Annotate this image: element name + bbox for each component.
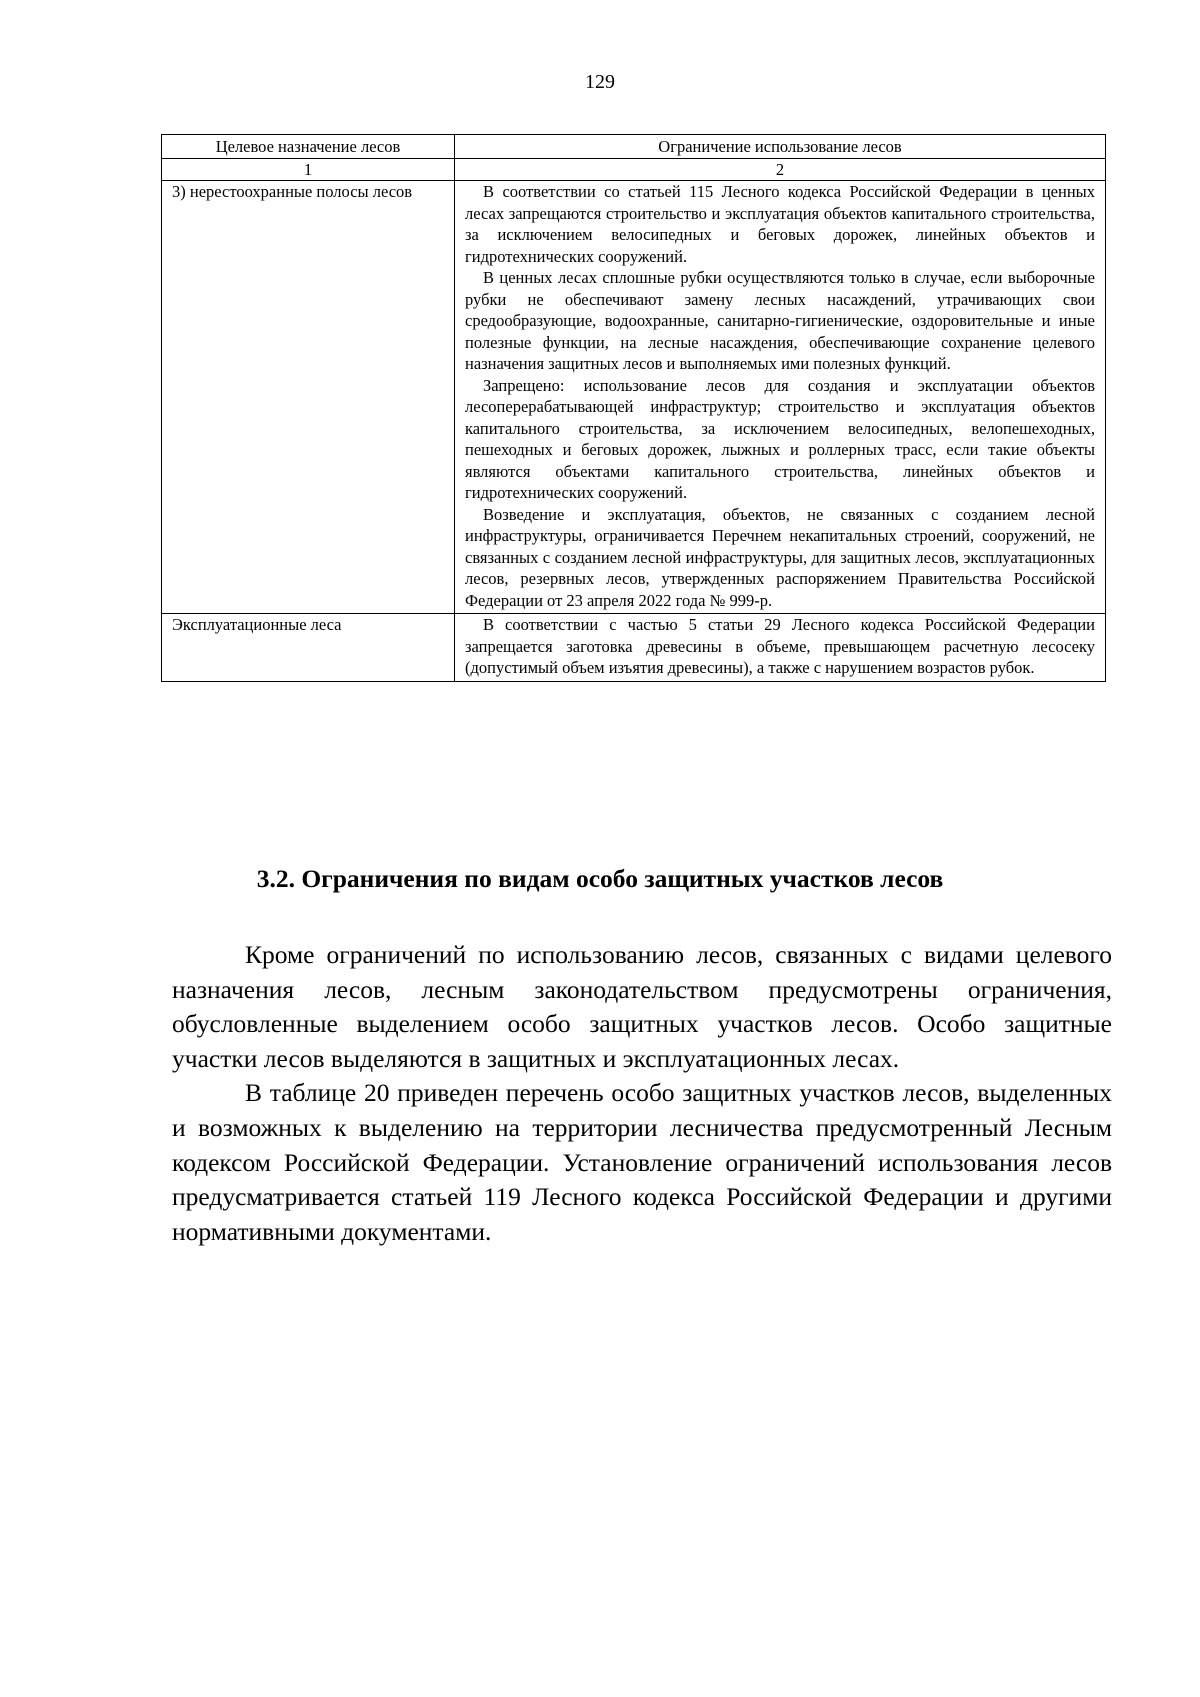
page-number: 129	[585, 71, 615, 93]
header-restriction: Ограничение использование лесов	[455, 135, 1106, 159]
restriction-paragraph: В соответствии со статьей 115 Лесного кодекса Российской Федерации в ценных лесах запрещаются строительство и эксплуатация объектов капитального строительства, за исключением велосипедных и беговых дорожек, линейных объектов и гидротехнических сооружений.	[465, 182, 1095, 266]
row-restrictions	[455, 181, 1106, 614]
body-paragraph: Кроме ограничений по использованию лесов, связанных с видами целевого назначения лесов, лесным законодательством предусмотрены ограничения, обусловленные выделением особо защитных участков лесов. Особо защитные участки лесов выделяются в защитных и эксплуатационных лесах.	[172, 940, 1112, 1073]
row-purpose: 3) нерестоохранные полосы лесов	[162, 181, 455, 614]
column-number-1: 1	[162, 158, 455, 181]
row-restrictions	[455, 614, 1106, 682]
column-number-row	[162, 158, 1106, 181]
restriction-paragraph: В соответствии с частью 5 статьи 29 Лесного кодекса Российской Федерации запрещается заготовка древесины в объеме, превышающем расчетную лесосеку (допустимый объем изъятия древесины), а также с нарушением возрастов рубок.	[465, 615, 1095, 677]
restriction-paragraph: Запрещено: использование лесов для создания и эксплуатации объектов лесоперерабатывающей инфраструктур; строительство и эксплуатация объектов капитального строительства, за исключением велосипедных, велопешеходных, пешеходных и беговых дорожек, лыжных и роллерных трасс, если такие объекты являются объектами капитального строительства, линейных объектов и гидротехнических сооружений.	[465, 375, 1095, 502]
forest-restrictions-table	[161, 134, 1106, 682]
table-header-row	[162, 135, 1106, 159]
column-number-2: 2	[455, 158, 1106, 181]
body-paragraph: В таблице 20 приведен перечень особо защитных участков лесов, выделенных и возможных к выделению на территории лесничества предусмотренный Лесным кодексом Российской Федерации. Установление ограничений использования лесов предусматривается статьей 119 Лесного кодекса Российской Федерации и другими нормативными документами.	[172, 1078, 1112, 1246]
table-row	[162, 181, 1106, 614]
row-purpose: Эксплуатационные леса	[162, 614, 455, 682]
section-heading: 3.2. Ограничения по видам особо защитных участков лесов	[256, 864, 944, 893]
table-row	[162, 614, 1106, 682]
restriction-paragraph: Возведение и эксплуатация, объектов, не связанных с созданием лесной инфраструктуры, ограничивается Перечнем некапитальных строений, сооружений, не связанных с созданием лесной инфраструктуры, для защитных лесов, эксплуатационных лесов, резервных лесов, утвержденных распоряжением Правительства Российской Федерации от 23 апреля 2022 года № 999-р.	[465, 504, 1095, 610]
header-purpose: Целевое назначение лесов	[162, 135, 455, 159]
restriction-paragraph: В ценных лесах сплошные рубки осуществляются только в случае, если выборочные рубки не обеспечивают замену лесных насаждений, утрачивающих свои средообразующие, водоохранные, санитарно-гигиенические, оздоровительные и иные полезные функции, на лесные насаждения, обеспечивающие сохранение целевого назначения защитных лесов и выполняемых ими полезных функций.	[465, 268, 1095, 373]
section-body	[172, 938, 1112, 1249]
